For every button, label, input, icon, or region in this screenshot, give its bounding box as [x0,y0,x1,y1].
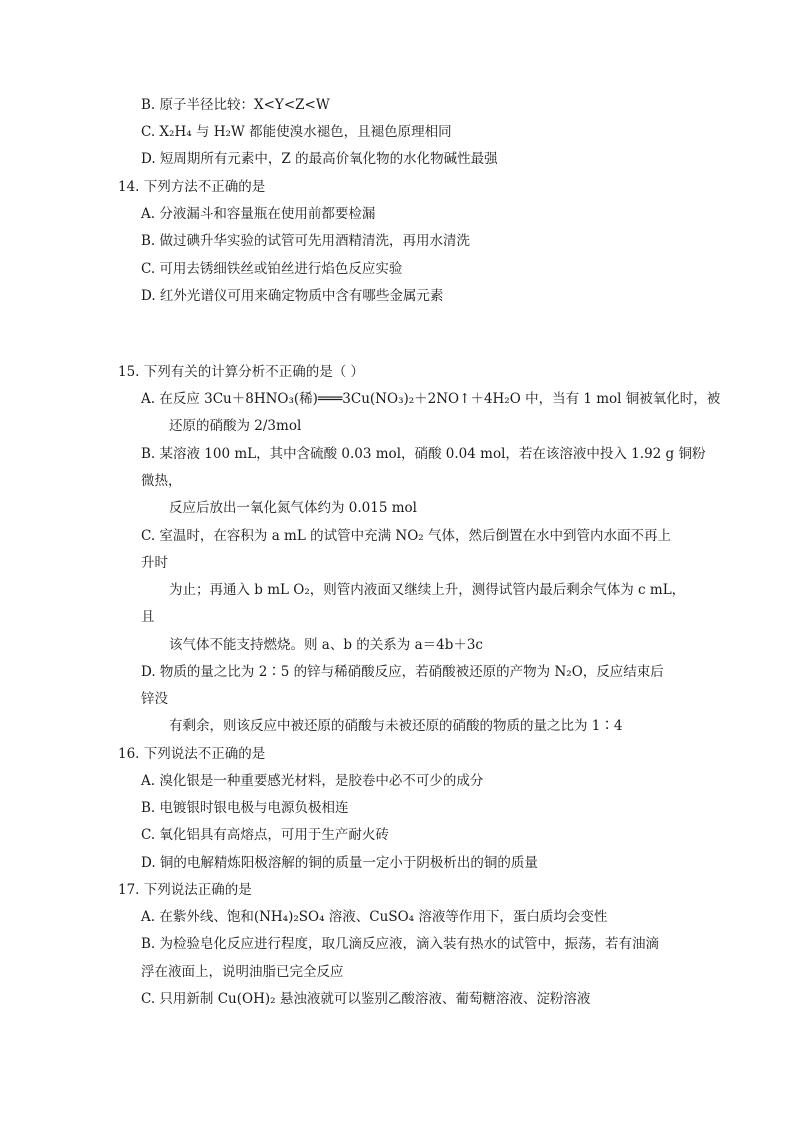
q17-option-b-line2: 浮在液面上，说明油脂已完全反应 [141,964,344,980]
q17-option-c: C. 只用新制 Cu(OH)₂ 悬浊液就可以鉴别乙酸溶液、葡萄糖溶液、淀粉溶液 [141,991,591,1007]
q15-option-d-line1: D. 物质的量之比为 2∶5 的锌与稀硝酸反应，若硝酸被还原的产物为 N₂O，反应结束后 [141,664,664,680]
q15-option-d-line3: 有剩余，则该反应中被还原的硝酸与未被还原的硝酸的物质的量之比为 1∶4 [169,718,623,734]
q16-option-d: D. 铜的电解精炼阳极溶解的铜的质量一定小于阴极析出的铜的质量 [141,855,538,871]
q15-option-b-line2: 微热， [141,473,182,489]
q14-option-a: A. 分液漏斗和容量瓶在使用前都要检漏 [141,206,376,222]
q15-stem: 15. 下列有关的计算分析不正确的是（ ） [118,364,365,380]
q13-option-b: B. 原子半径比较：X<Y<Z<W [141,97,330,113]
q15-option-c-line3: 为止；再通入 b mL O₂，则管内液面又继续上升，测得试管内最后剩余气体为 c mL， [169,582,686,598]
q17-stem: 17. 下列说法正确的是 [118,882,252,898]
q15-option-b-line3: 反应后放出一氧化氮气体约为 0.015 mol [169,500,417,516]
q15-option-c-line4: 且 [141,609,155,625]
q16-option-b: B. 电镀银时银电极与电源负极相连 [141,800,349,816]
q16-option-a: A. 溴化银是一种重要感光材料，是胶卷中必不可少的成分 [141,773,484,789]
q14-stem: 14. 下列方法不正确的是 [118,179,266,195]
q16-option-c: C. 氧化铝具有高熔点，可用于生产耐火砖 [141,827,389,843]
q17-option-a: A. 在紫外线、饱和(NH₄)₂SO₄ 溶液、CuSO₄ 溶液等作用下，蛋白质均会变性 [141,909,608,925]
q17-option-b-line1: B. 为检验皂化反应进行程度，取几滴反应液，滴入装有热水的试管中，振荡，若有油滴 [141,936,660,952]
q16-stem: 16. 下列说法不正确的是 [118,746,266,762]
q14-option-d: D. 红外光谱仪可用来确定物质中含有哪些金属元素 [141,288,444,304]
q15-option-c-line2: 升时 [141,555,168,571]
q15-option-c-line5: 该气体不能支持燃烧。则 a、b 的关系为 a＝4b＋3c [169,637,483,653]
q15-option-b-line1: B. 某溶液 100 mL，其中含硫酸 0.03 mol，硝酸 0.04 mol，若在该溶液中投入 1.92 g 铜粉 [141,446,706,462]
q13-option-c: C. X₂H₄ 与 H₂W 都能使溴水褪色，且褪色原理相同 [141,124,452,140]
q15-option-a-line2: 还原的硝酸为 2/3mol [169,418,302,434]
q14-option-c: C. 可用去锈细铁丝或铂丝进行焰色反应实验 [141,261,403,277]
q14-option-b: B. 做过碘升华实验的试管可先用酒精清洗，再用水清洗 [141,233,471,249]
q15-option-d-line2: 锌没 [141,691,168,707]
q13-option-d: D. 短周期所有元素中，Z 的最高价氧化物的水化物碱性最强 [141,151,498,167]
q15-option-a-line1: A. 在反应 3Cu＋8HNO₃(稀)═══3Cu(NO₃)₂＋2NO↑＋4H₂O 中，当有 1 mol 铜被氧化时，被 [141,391,721,407]
q15-option-c-line1: C. 室温时，在容积为 a mL 的试管中充满 NO₂ 气体，然后倒置在水中到管内水面不再上 [141,528,671,544]
